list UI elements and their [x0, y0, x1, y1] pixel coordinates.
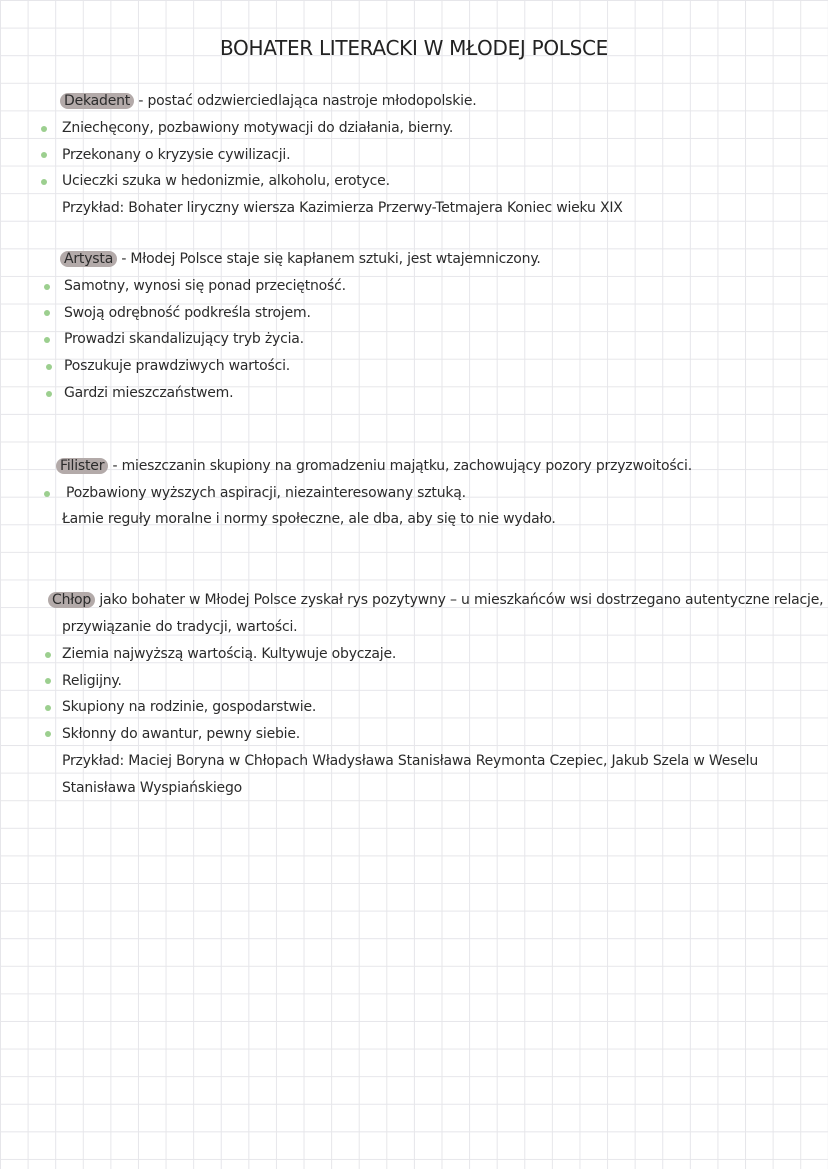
dekadent-bullet-1: Zniechęcony, pozbawiony motywacji do działania, bierny.: [62, 120, 454, 136]
bullet-dot: [44, 491, 50, 497]
filister-extra: Łamie reguły moralne i normy społeczne, ale dba, aby się to nie wydało.: [62, 511, 556, 527]
artysta-bullet-5: Gardzi mieszczaństwem.: [64, 385, 234, 401]
bullet-dot: [45, 652, 51, 658]
chlop-bullet-1: Ziemia najwyższą wartością. Kultywuje obyczaje.: [62, 646, 397, 662]
chlop-definition-cont: przywiązanie do tradycji, wartości.: [62, 619, 298, 635]
chlop-bullet-4: Skłonny do awantur, pewny siebie.: [62, 726, 301, 742]
term-highlight-chlop: Chłop: [48, 592, 95, 608]
bullet-dot: [46, 391, 52, 397]
filister-definition: [56, 457, 692, 475]
bullet-dot: [41, 179, 47, 185]
bullet-dot: [45, 678, 51, 684]
bullet-dot: [41, 152, 47, 158]
page-title: BOHATER LITERACKI W MŁODEJ POLSCE: [219, 36, 609, 60]
bullet-dot: [46, 364, 52, 370]
chlop-definition: [48, 591, 823, 609]
dekadent-definition: [60, 92, 477, 110]
term-highlight-dekadent: Dekadent: [60, 93, 134, 109]
bullet-dot: [45, 705, 51, 711]
dekadent-bullet-2: Przekonany o kryzysie cywilizacji.: [62, 147, 291, 163]
filister-bullet-1: Pozbawiony wyższych aspiracji, niezainteresowany sztuką.: [66, 485, 466, 501]
bullet-dot: [45, 731, 51, 737]
artysta-bullet-1: Samotny, wynosi się ponad przeciętność.: [64, 278, 346, 294]
bullet-dot: [44, 310, 50, 316]
bullet-dot: [44, 284, 50, 290]
chlop-example: Przykład: Maciej Boryna w Chłopach Władysława Stanisława Reymonta Czepiec, Jakub Szela w Weselu: [62, 753, 759, 769]
dekadent-bullet-3: Ucieczki szuka w hedonizmie, alkoholu, erotyce.: [62, 173, 390, 189]
dekadent-definition-text: - postać odzwierciedlająca nastroje młodopolskie.: [134, 93, 477, 109]
artysta-definition-text: - Młodej Polsce staje się kapłanem sztuki, jest wtajemniczony.: [117, 251, 541, 267]
chlop-example-cont: Stanisława Wyspiańskiego: [62, 780, 243, 796]
chlop-bullet-3: Skupiony na rodzinie, gospodarstwie.: [62, 699, 317, 715]
artysta-bullet-4: Poszukuje prawdziwych wartości.: [64, 358, 291, 374]
bullet-dot: [44, 337, 50, 343]
term-highlight-artysta: Artysta: [60, 251, 117, 267]
bullet-dot: [41, 126, 47, 132]
artysta-bullet-3: Prowadzi skandalizujący tryb życia.: [64, 331, 304, 347]
artysta-definition: [60, 250, 541, 268]
artysta-bullet-2: Swoją odrębność podkreśla strojem.: [64, 305, 311, 321]
dekadent-example: Przykład: Bohater liryczny wiersza Kazimierza Przerwy-Tetmajera Koniec wieku XIX: [62, 200, 623, 216]
term-highlight-filister: Filister: [56, 458, 108, 474]
filister-definition-text: - mieszczanin skupiony na gromadzeniu majątku, zachowujący pozory przyzwoitości.: [108, 458, 692, 474]
chlop-definition-text: jako bohater w Młodej Polsce zyskał rys pozytywny – u mieszkańców wsi dostrzegano autentyczne relacje,: [95, 592, 824, 608]
chlop-bullet-2: Religijny.: [62, 673, 122, 689]
